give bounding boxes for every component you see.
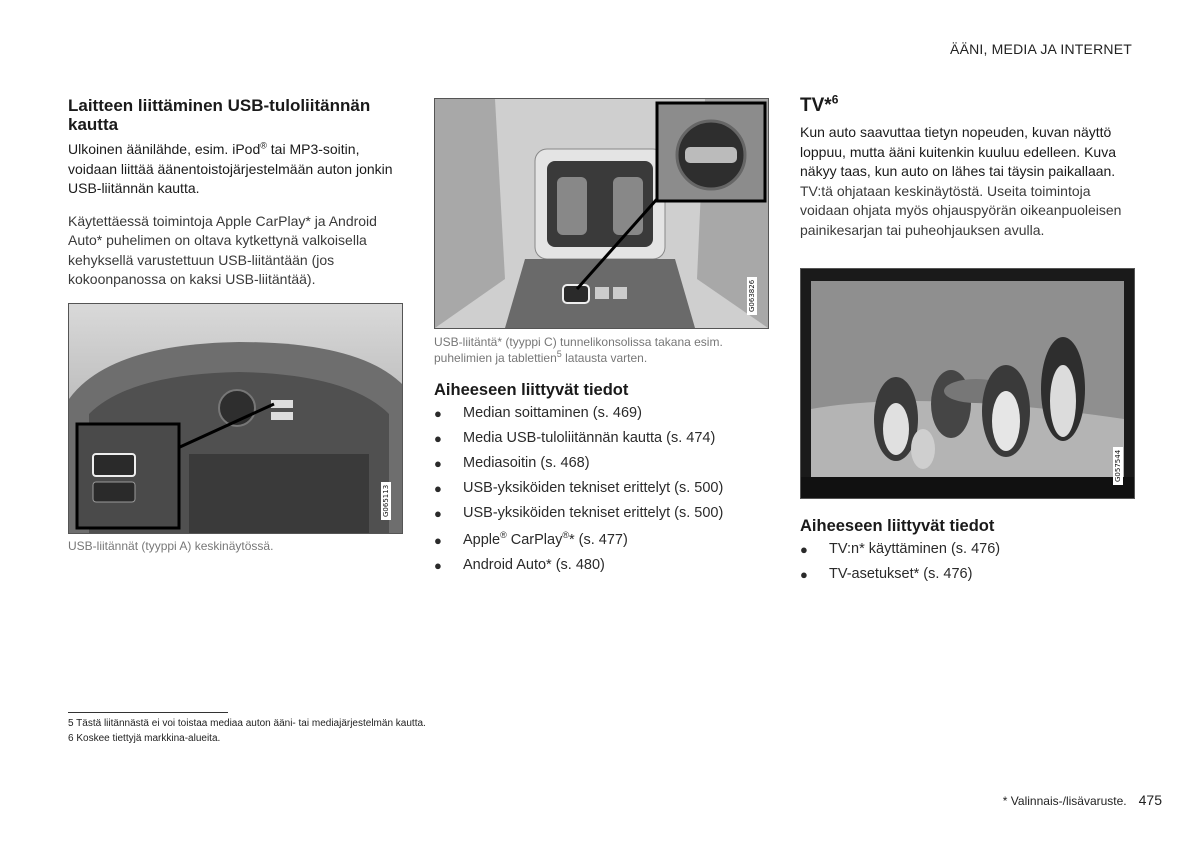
related-link[interactable]	[434, 476, 764, 501]
related-info-title: Aiheeseen liittyvät tiedot	[800, 517, 995, 535]
footnote-ref-6: 6	[831, 92, 839, 107]
bullet-icon: ●	[434, 506, 442, 521]
related-link[interactable]	[800, 537, 1134, 562]
footnote-number: 6	[68, 733, 74, 744]
registered-mark: ®	[500, 530, 507, 541]
page-number: 475	[1138, 792, 1162, 808]
footnote-6	[68, 733, 220, 744]
right-column	[800, 92, 1134, 240]
bullet-icon: ●	[434, 406, 442, 421]
caption-text: USB-liitäntä* (tyyppi C) tunnelikonsolissa takana esim. puhelimien ja tablettien	[434, 335, 723, 365]
page-footer	[1003, 792, 1162, 808]
bullet-icon: ●	[434, 481, 442, 496]
related-link-text: TV:n* käyttäminen (s. 476)	[829, 541, 1001, 557]
bullet-icon: ●	[434, 533, 442, 548]
related-link-text: Mediasoitin (s. 468)	[463, 455, 590, 471]
carplay-paragraph: Käytettäessä toimintoja Apple CarPlay* ja Android Auto* puhelimen on oltava kytkettynä valkoisella kehyksellä varustettuun USB-liitäntään (jos kokoonpanossa on kaksi USB-liitäntää).	[68, 212, 377, 287]
footnote-text: Tästä liitännästä ei voi toistaa mediaa auton ääni- tai mediajärjestelmän kautta.	[76, 718, 426, 729]
bullet-icon: ●	[800, 567, 808, 582]
related-link-text: USB-yksiköiden tekniset erittelyt (s. 500)	[463, 480, 724, 496]
related-links-list	[434, 401, 764, 578]
tv-screen-photo	[800, 268, 1135, 499]
related-link[interactable]	[434, 401, 764, 426]
related-link-text: Apple	[463, 532, 501, 548]
footnote-text: Koskee tiettyjä markkina-alueita.	[76, 733, 221, 744]
bullet-icon: ●	[800, 542, 808, 557]
related-info-middle	[434, 381, 764, 578]
bullet-icon: ●	[434, 456, 442, 471]
optional-equipment-note: * Valinnais-/lisävaruste.	[1002, 794, 1127, 808]
tv-speed-paragraph: Kun auto saavuttaa tietyn nopeuden, kuvan näyttö loppuu, mutta ääni kuitenkin kuuluu edelleen. Kuva näkyy taas, kun auto on lähes tai täysin paikallaan.	[800, 124, 1116, 179]
usb-intro-paragraph	[68, 140, 404, 199]
related-link[interactable]	[434, 501, 764, 526]
related-link[interactable]	[434, 451, 764, 476]
related-link[interactable]	[434, 528, 764, 553]
image-code: G063826	[747, 277, 757, 315]
related-link-text: CarPlay	[506, 532, 563, 548]
usb-type-c-photo	[434, 98, 769, 329]
usb-type-c-caption	[434, 334, 764, 366]
usb-type-a-photo	[68, 303, 403, 534]
related-link-text: * (s. 477)	[568, 532, 628, 548]
related-link-text: USB-yksiköiden tekniset erittelyt (s. 500)	[463, 505, 724, 521]
related-link[interactable]	[800, 562, 1134, 587]
section-title-tv	[800, 92, 1134, 116]
registered-mark: ®	[260, 140, 267, 151]
registered-mark: ®	[562, 530, 569, 541]
section-title-usb: Laitteen liittäminen USB-tuloliitännän kautta	[68, 96, 371, 134]
related-info-right	[800, 517, 1134, 587]
tv-scene-illustration	[801, 269, 1134, 498]
left-column	[68, 96, 404, 290]
related-link-text: Media USB-tuloliitännän kautta (s. 474)	[463, 430, 716, 446]
bullet-icon: ●	[434, 431, 442, 446]
footnote-divider	[68, 712, 228, 713]
related-links-list	[800, 537, 1134, 587]
caption-text-cont: latausta varten.	[561, 351, 648, 365]
footnote-number: 5	[68, 718, 74, 729]
usb-type-a-caption: USB-liitännät (tyyppi A) keskinäytössä.	[68, 539, 274, 553]
usb-intro-text-cont: tai MP3-soitin, voidaan liittää äänentoistojärjestelmään auton jonkin USB-liitännän kautta.	[68, 141, 393, 196]
related-link-text: Median soittaminen (s. 469)	[463, 405, 642, 421]
related-link[interactable]	[434, 553, 764, 578]
tv-title-text: TV*	[800, 95, 832, 116]
image-code: G065113	[381, 482, 391, 520]
footnote-ref-5: 5	[556, 349, 562, 359]
related-info-title: Aiheeseen liittyvät tiedot	[434, 381, 629, 399]
bullet-icon: ●	[434, 558, 442, 573]
related-link-text: Android Auto* (s. 480)	[463, 557, 605, 573]
footnote-5	[68, 718, 426, 729]
usb-intro-text: Ulkoinen äänilähde, esim. iPod	[68, 141, 261, 157]
image-code: G057544	[1113, 447, 1123, 485]
console-illustration	[69, 304, 402, 533]
tv-control-paragraph: TV:tä ohjataan keskinäytöstä. Useita toimintoja voidaan ohjata myös ohjauspyörän oikeanpuoleisen painikesarjan tai puheohjauksen avulla.	[800, 182, 1122, 238]
related-link-text: TV-asetukset* (s. 476)	[829, 566, 973, 582]
rear-console-illustration	[435, 99, 768, 328]
section-header: ÄÄNI, MEDIA JA INTERNET	[950, 41, 1132, 57]
related-link[interactable]	[434, 426, 764, 451]
